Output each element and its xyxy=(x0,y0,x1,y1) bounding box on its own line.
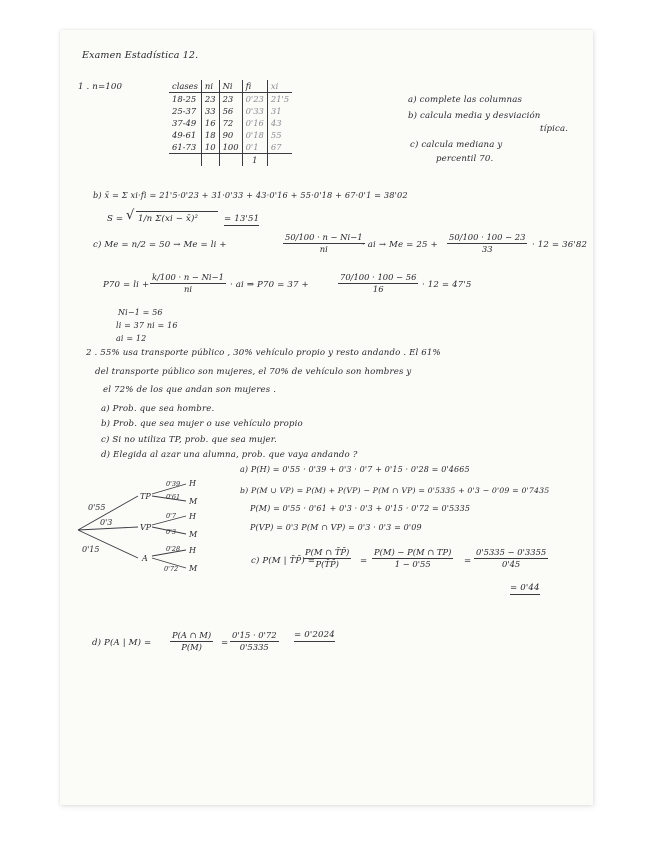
tree-node-a: A xyxy=(142,554,148,563)
cell: 10 xyxy=(201,141,219,154)
answer-c-result: = 0'44 xyxy=(510,583,540,593)
p70-fraction-values: $\frac{70/100 \cdot 100 - 56}{16}$ xyxy=(340,272,417,294)
median-mid: · ai → Me = 25 + xyxy=(362,240,438,250)
cell: 31 xyxy=(267,105,292,117)
cell: 55 xyxy=(267,129,292,141)
q2-item-a: a) Prob. que sea hombre. xyxy=(101,404,215,414)
tree-prob-tp-m: 0'61 xyxy=(166,493,181,501)
equals-sign: = xyxy=(464,556,472,566)
p70-lhs: P70 = li + xyxy=(103,280,150,290)
cell: 0'18 xyxy=(242,129,267,141)
exam-sheet xyxy=(60,30,593,805)
table-row xyxy=(169,93,292,106)
header-clases: clases xyxy=(169,80,201,93)
header-ni: ni xyxy=(201,80,219,93)
q1-label: 1 . n=100 xyxy=(78,82,123,92)
header-Ni: Ni xyxy=(219,80,242,93)
cell: 0'33 xyxy=(242,105,267,117)
tree-leaf-h: H xyxy=(189,479,196,488)
tree-leaf-m: M xyxy=(189,497,198,506)
tree-prob-a: 0'15 xyxy=(82,545,100,554)
cell: 67 xyxy=(267,141,292,154)
note-li-ni: li = 37 ni = 16 xyxy=(116,321,178,330)
std-result: = 13'51 xyxy=(224,214,260,224)
p70-fraction-general: $\frac{k/100 \cdot n - Ni-1}{ni}$ xyxy=(152,272,224,294)
task-c-cont: percentil 70. xyxy=(436,154,494,164)
q2-statement-3: el 72% de los que andan son mujeres . xyxy=(103,385,277,395)
median-result: · 12 = 36'82 xyxy=(532,240,588,250)
cell: 0'1 xyxy=(242,141,267,154)
table-total-row xyxy=(169,154,292,167)
answer-a: a) P(H) = 0'55 · 0'39 + 0'3 · 0'7 + 0'15 · 0'28 = 0'4665 xyxy=(240,465,470,474)
tree-node-tp: TP xyxy=(140,492,151,501)
answer-c-fraction-2: $\frac{P(M) - P(M \cap TP)}{1 - 0'55}$ xyxy=(374,547,452,569)
table-row xyxy=(169,117,292,129)
header-fi: fi xyxy=(242,80,267,93)
cell: 18 xyxy=(201,129,219,141)
answer-c-fraction-3: $\frac{0'5335 - 0'3355}{0'45}$ xyxy=(476,547,547,569)
task-b: b) calcula media y desviación xyxy=(408,111,541,121)
answer-d-lhs: d) P(A | M) = xyxy=(92,638,152,648)
median-fraction-values: $\frac{50/100 \cdot 100 - 23}{33}$ xyxy=(449,232,526,254)
table-row xyxy=(169,105,292,117)
cell: 43 xyxy=(267,117,292,129)
answer-d-result: = 0'2024 xyxy=(294,630,335,640)
tree-branch-vp xyxy=(78,527,138,530)
p70-result: · 12 = 47'5 xyxy=(422,280,472,290)
cell: 56 xyxy=(219,105,242,117)
answer-c-lhs: c) P(M | T̄P̄) = xyxy=(251,556,316,566)
tree-leaf-h: H xyxy=(189,546,196,555)
cell: 61-73 xyxy=(172,142,197,152)
tree-prob-tp-h: 0'39 xyxy=(166,480,181,488)
exam-title: Examen Estadística 12. xyxy=(82,50,199,61)
tree-leaf-m: M xyxy=(189,530,198,539)
tree-prob-vp: 0'3 xyxy=(100,518,113,527)
cell: 72 xyxy=(219,117,242,129)
note-ai: ai = 12 xyxy=(116,334,147,343)
answer-b-pm: P(M) = 0'55 · 0'61 + 0'3 · 0'3 + 0'15 · 0'72 = 0'5335 xyxy=(250,504,471,513)
tree-leaf-h: H xyxy=(189,512,196,521)
cell: 25-37 xyxy=(172,106,197,116)
cell: 0'16 xyxy=(242,117,267,129)
table-row xyxy=(169,141,292,154)
p70-mid: · ai ⇒ P70 = 37 + xyxy=(230,280,309,290)
equals-sign: = xyxy=(360,556,368,566)
cell: 23 xyxy=(219,93,242,106)
answer-d-fraction-1: $\frac{P(A \cap M)}{P(M)}$ xyxy=(172,630,212,652)
cell: 90 xyxy=(219,129,242,141)
answer-b: b) P(M ∪ VP) = P(M) + P(VP) − P(M ∩ VP) = 0'5335 + 0'3 − 0'09 = 0'7435 xyxy=(240,486,550,495)
cell: 100 xyxy=(219,141,242,154)
total-fi: 1 xyxy=(242,154,267,167)
cell: 0'23 xyxy=(242,93,267,106)
tree-prob-a-h: 0'28 xyxy=(166,545,181,553)
q2-item-d: d) Elegida al azar una alumna, prob. que vaya andando ? xyxy=(101,450,358,460)
tree-prob-a-m: 0'72 xyxy=(164,565,179,573)
mean-formula: b) x̄ = Σ xi·fi = 21'5·0'23 + 31·0'33 + 43·0'16 + 55·0'18 + 67·0'1 = 38'02 xyxy=(93,190,408,200)
tree-node-vp: VP xyxy=(140,523,152,532)
q2-item-b: b) Prob. que sea mujer o use vehículo propio xyxy=(101,419,303,429)
cell: 23 xyxy=(201,93,219,106)
tree-prob-vp-h: 0'7 xyxy=(166,512,177,520)
table-row xyxy=(169,129,292,141)
answer-d-fraction-2: $\frac{0'15 \cdot 0'72}{0'5335}$ xyxy=(232,630,277,652)
cell: 33 xyxy=(201,105,219,117)
q2-statement-1: 2 . 55% usa transporte público , 30% vehículo propio y resto andando . El 61% xyxy=(86,348,441,358)
frequency-table xyxy=(169,80,292,166)
sqrt-sign-icon: √ xyxy=(126,208,135,223)
task-a: a) complete las columnas xyxy=(408,95,523,105)
answer-c-fraction-1: $\frac{P(M \cap T̄P̄)}{P(T̄P̄)}$ xyxy=(305,547,350,569)
task-c: c) calcula mediana y xyxy=(410,140,503,150)
sqrt-bar xyxy=(136,211,218,212)
answer-b-pvp: P(VP) = 0'3 P(M ∩ VP) = 0'3 · 0'3 = 0'09 xyxy=(250,523,422,532)
tree-prob-vp-m: 0'3 xyxy=(166,528,177,536)
note-Ni-1: Ni−1 = 56 xyxy=(118,308,163,317)
tree-leaf-m: M xyxy=(189,564,198,573)
median-fraction-general: $\frac{50/100 \cdot n - Ni-1}{ni}$ xyxy=(285,232,363,254)
equals-sign: = xyxy=(221,638,229,648)
std-inner: 1/n Σ(xi − x̄)² xyxy=(138,214,199,224)
cell: 16 xyxy=(201,117,219,129)
tree-prob-tp: 0'55 xyxy=(88,503,106,512)
cell: 18-25 xyxy=(172,94,197,104)
probability-tree xyxy=(70,474,235,586)
task-b-cont: típica. xyxy=(540,124,569,134)
cell: 21'5 xyxy=(267,93,292,106)
header-xi: xi xyxy=(267,80,292,93)
std-lhs: S = xyxy=(107,214,124,224)
median-lhs: c) Me = n/2 = 50 → Me = li + xyxy=(93,240,227,250)
q2-item-c: c) Si no utiliza TP, prob. que sea mujer. xyxy=(101,435,277,445)
cell: 37-49 xyxy=(172,118,197,128)
q2-statement-2: del transporte público son mujeres, el 70% de vehículo son hombres y xyxy=(95,367,412,377)
cell: 49-61 xyxy=(172,130,197,140)
